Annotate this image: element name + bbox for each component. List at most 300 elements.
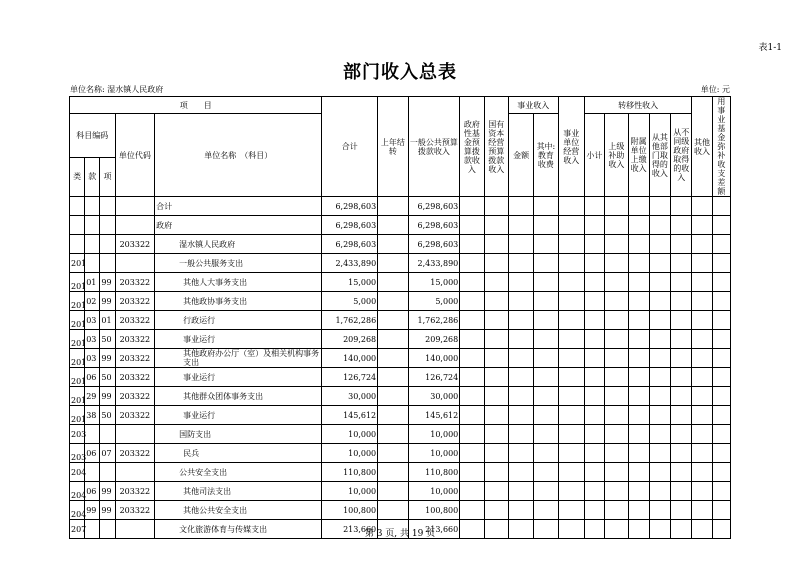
cell-empty xyxy=(628,273,649,292)
cell-empty xyxy=(508,406,533,425)
cell-empty xyxy=(484,292,508,311)
cell-kuan: 06 xyxy=(85,482,100,501)
cell-xiang: 99 xyxy=(100,387,115,406)
cell-general-budget: 10,000 xyxy=(408,425,460,444)
cell-unit-code: 203322 xyxy=(115,387,155,406)
cell-empty xyxy=(508,425,533,444)
cell-empty xyxy=(508,482,533,501)
cell-last-year xyxy=(378,406,408,425)
header-business-unit-op: 事业单位经营收入 xyxy=(558,97,584,197)
header-xiang: 项 xyxy=(100,157,115,196)
table-row xyxy=(70,197,731,216)
cell-empty xyxy=(534,463,558,482)
cell-empty xyxy=(671,406,692,425)
cell-last-year xyxy=(378,349,408,368)
header-total: 合计 xyxy=(322,97,378,197)
cell-empty xyxy=(534,216,558,235)
cell-empty xyxy=(605,273,628,292)
cell-kuan: 06 xyxy=(85,444,100,463)
table-row xyxy=(70,406,731,425)
cell-total: 15,000 xyxy=(322,273,378,292)
cell-empty xyxy=(584,273,604,292)
cell-empty xyxy=(534,406,558,425)
cell-empty xyxy=(534,444,558,463)
cell-empty xyxy=(508,330,533,349)
cell-empty xyxy=(671,330,692,349)
cell-empty xyxy=(460,425,484,444)
cell-empty xyxy=(558,425,584,444)
cell-unit-name: 政府 xyxy=(155,216,322,235)
cell-empty xyxy=(628,463,649,482)
cell-empty xyxy=(460,501,484,520)
cell-empty xyxy=(649,463,670,482)
cell-lei: 204 xyxy=(70,463,85,482)
cell-lei: 203 xyxy=(70,425,85,444)
cell-empty xyxy=(558,368,584,387)
cell-empty xyxy=(692,406,712,425)
cell-empty xyxy=(605,197,628,216)
cell-xiang: 99 xyxy=(100,501,115,520)
cell-empty xyxy=(628,330,649,349)
cell-unit-name: 行政运行 xyxy=(155,311,322,330)
header-transfer-income: 转移性收入 xyxy=(584,97,691,114)
cell-empty xyxy=(584,330,604,349)
cell-lei: 201 xyxy=(70,387,85,406)
cell-last-year xyxy=(378,311,408,330)
cell-empty xyxy=(692,501,712,520)
cell-empty xyxy=(605,501,628,520)
cell-empty xyxy=(671,292,692,311)
cell-empty xyxy=(508,273,533,292)
cell-last-year xyxy=(378,254,408,273)
cell-empty xyxy=(628,197,649,216)
cell-empty xyxy=(460,197,484,216)
cell-empty xyxy=(508,444,533,463)
cell-empty xyxy=(628,501,649,520)
cell-xiang: 50 xyxy=(100,406,115,425)
cell-xiang xyxy=(100,254,115,273)
cell-lei: 204 xyxy=(70,501,85,520)
table-row xyxy=(70,235,731,254)
cell-empty xyxy=(671,425,692,444)
cell-kuan: 02 xyxy=(85,292,100,311)
cell-empty xyxy=(712,482,730,501)
cell-empty xyxy=(460,387,484,406)
cell-lei xyxy=(70,235,85,254)
cell-empty xyxy=(692,311,712,330)
cell-last-year xyxy=(378,368,408,387)
cell-general-budget: 126,724 xyxy=(408,368,460,387)
table-row xyxy=(70,273,731,292)
cell-kuan: 01 xyxy=(85,273,100,292)
cell-empty xyxy=(460,235,484,254)
cell-xiang xyxy=(100,463,115,482)
cell-total: 126,724 xyxy=(322,368,378,387)
cell-empty xyxy=(558,292,584,311)
cell-last-year xyxy=(378,197,408,216)
cell-total: 2,433,890 xyxy=(322,254,378,273)
cell-empty xyxy=(460,368,484,387)
cell-empty xyxy=(534,330,558,349)
cell-empty xyxy=(628,254,649,273)
cell-empty xyxy=(460,444,484,463)
cell-empty xyxy=(712,387,730,406)
cell-unit-code: 203322 xyxy=(115,501,155,520)
cell-empty xyxy=(605,235,628,254)
cell-xiang: 50 xyxy=(100,330,115,349)
cell-empty xyxy=(484,406,508,425)
cell-empty xyxy=(649,368,670,387)
cell-empty xyxy=(484,273,508,292)
cell-empty xyxy=(508,197,533,216)
cell-empty xyxy=(692,273,712,292)
cell-empty xyxy=(558,216,584,235)
cell-empty xyxy=(671,235,692,254)
cell-empty xyxy=(558,501,584,520)
header-upper-subsidy: 上级补助收入 xyxy=(605,114,628,197)
header-amount: 金额 xyxy=(508,114,533,197)
cell-empty xyxy=(649,254,670,273)
cell-empty xyxy=(508,235,533,254)
table-row xyxy=(70,330,731,349)
cell-empty xyxy=(649,444,670,463)
cell-empty xyxy=(671,387,692,406)
cell-xiang xyxy=(100,216,115,235)
cell-lei: 207 xyxy=(70,520,85,539)
cell-empty xyxy=(649,197,670,216)
cell-empty xyxy=(484,444,508,463)
cell-empty xyxy=(584,254,604,273)
cell-general-budget: 10,000 xyxy=(408,444,460,463)
cell-unit-name: 文化旅游体育与传媒支出 xyxy=(155,520,322,539)
cell-empty xyxy=(584,216,604,235)
cell-unit-code: 203322 xyxy=(115,368,155,387)
cell-empty xyxy=(712,216,730,235)
cell-empty xyxy=(584,425,604,444)
cell-kuan: 03 xyxy=(85,349,100,368)
header-row-1 xyxy=(70,97,731,114)
cell-lei: 201 xyxy=(70,349,85,368)
cell-empty xyxy=(628,444,649,463)
header-business-fund: 用事业基金弥补收支差额 xyxy=(712,97,730,197)
cell-empty xyxy=(558,349,584,368)
cell-unit-code: 203322 xyxy=(115,330,155,349)
table-row xyxy=(70,463,731,482)
cell-empty xyxy=(558,463,584,482)
cell-general-budget: 5,000 xyxy=(408,292,460,311)
cell-xiang: 99 xyxy=(100,292,115,311)
cell-empty xyxy=(584,368,604,387)
cell-lei: 201 xyxy=(70,254,85,273)
cell-empty xyxy=(558,444,584,463)
cell-empty xyxy=(712,330,730,349)
cell-empty xyxy=(605,425,628,444)
cell-empty xyxy=(692,216,712,235)
cell-general-budget: 6,298,603 xyxy=(408,216,460,235)
cell-empty xyxy=(534,425,558,444)
cell-empty xyxy=(584,311,604,330)
cell-last-year xyxy=(378,292,408,311)
page-title: 部门收入总表 xyxy=(343,62,457,83)
cell-empty xyxy=(649,387,670,406)
cell-xiang: 99 xyxy=(100,349,115,368)
cell-general-budget: 213,660 xyxy=(408,520,460,539)
cell-total: 6,298,603 xyxy=(322,197,378,216)
cell-empty xyxy=(649,216,670,235)
cell-empty xyxy=(671,311,692,330)
cell-empty xyxy=(712,425,730,444)
cell-empty xyxy=(628,311,649,330)
cell-xiang: 99 xyxy=(100,482,115,501)
table-row xyxy=(70,349,731,368)
cell-kuan xyxy=(85,254,100,273)
cell-kuan: 38 xyxy=(85,406,100,425)
table-row xyxy=(70,387,731,406)
cell-empty xyxy=(558,406,584,425)
cell-kuan xyxy=(85,235,100,254)
cell-empty xyxy=(692,368,712,387)
cell-empty xyxy=(605,368,628,387)
cell-unit-code xyxy=(115,197,155,216)
cell-empty xyxy=(628,406,649,425)
cell-empty xyxy=(628,482,649,501)
cell-empty xyxy=(692,482,712,501)
cell-empty xyxy=(534,254,558,273)
header-gov-fund: 政府性基金预算拨款收入 xyxy=(460,97,484,197)
cell-empty xyxy=(649,349,670,368)
cell-general-budget: 6,298,603 xyxy=(408,197,460,216)
table-row xyxy=(70,368,731,387)
cell-empty xyxy=(534,273,558,292)
cell-total: 6,298,603 xyxy=(322,235,378,254)
cell-last-year xyxy=(378,482,408,501)
cell-lei: 203 xyxy=(70,444,85,463)
cell-general-budget: 209,268 xyxy=(408,330,460,349)
cell-xiang: 07 xyxy=(100,444,115,463)
cell-total: 1,762,286 xyxy=(322,311,378,330)
cell-xiang: 01 xyxy=(100,311,115,330)
cell-last-year xyxy=(378,501,408,520)
cell-empty xyxy=(712,501,730,520)
cell-unit-code: 203322 xyxy=(115,406,155,425)
cell-empty xyxy=(605,216,628,235)
cell-empty xyxy=(460,349,484,368)
cell-empty xyxy=(628,368,649,387)
cell-empty xyxy=(605,406,628,425)
cell-unit-code: 203322 xyxy=(115,444,155,463)
cell-empty xyxy=(484,330,508,349)
cell-unit-name: 其他公共安全支出 xyxy=(155,501,322,520)
cell-empty xyxy=(628,425,649,444)
cell-lei: 201 xyxy=(70,292,85,311)
cell-empty xyxy=(649,482,670,501)
cell-unit-name: 其他人大事务支出 xyxy=(155,273,322,292)
cell-lei: 201 xyxy=(70,273,85,292)
cell-general-budget: 2,433,890 xyxy=(408,254,460,273)
cell-empty xyxy=(484,482,508,501)
cell-kuan xyxy=(85,425,100,444)
cell-last-year xyxy=(378,463,408,482)
cell-empty xyxy=(558,387,584,406)
cell-empty xyxy=(649,292,670,311)
cell-empty xyxy=(628,216,649,235)
cell-total: 10,000 xyxy=(322,482,378,501)
cell-empty xyxy=(649,406,670,425)
table-number: 表1-1 xyxy=(758,43,782,53)
cell-empty xyxy=(692,197,712,216)
cell-empty xyxy=(508,292,533,311)
cell-general-budget: 140,000 xyxy=(408,349,460,368)
cell-empty xyxy=(460,330,484,349)
cell-empty xyxy=(534,501,558,520)
cell-empty xyxy=(558,197,584,216)
cell-unit-code: 203322 xyxy=(115,292,155,311)
cell-last-year xyxy=(378,444,408,463)
cell-empty xyxy=(484,235,508,254)
cell-empty xyxy=(712,368,730,387)
header-state-capital: 国有资本经营预算拨款收入 xyxy=(484,97,508,197)
cell-empty xyxy=(484,425,508,444)
cell-empty xyxy=(584,444,604,463)
cell-kuan: 99 xyxy=(85,501,100,520)
cell-total: 6,298,603 xyxy=(322,216,378,235)
table-row xyxy=(70,292,731,311)
cell-last-year xyxy=(378,216,408,235)
cell-unit-code: 203322 xyxy=(115,235,155,254)
cell-empty xyxy=(484,311,508,330)
cell-empty xyxy=(628,387,649,406)
cell-unit-name: 其他群众团体事务支出 xyxy=(155,387,322,406)
cell-total: 145,612 xyxy=(322,406,378,425)
cell-general-budget: 6,298,603 xyxy=(408,235,460,254)
cell-lei: 201 xyxy=(70,368,85,387)
cell-empty xyxy=(484,197,508,216)
cell-empty xyxy=(628,235,649,254)
cell-empty xyxy=(558,482,584,501)
cell-empty xyxy=(712,273,730,292)
cell-empty xyxy=(584,501,604,520)
cell-general-budget: 15,000 xyxy=(408,273,460,292)
cell-total: 10,000 xyxy=(322,444,378,463)
cell-general-budget: 10,000 xyxy=(408,482,460,501)
cell-empty xyxy=(584,406,604,425)
cell-empty xyxy=(605,311,628,330)
cell-empty xyxy=(605,387,628,406)
cell-kuan xyxy=(85,463,100,482)
cell-unit-code: 203322 xyxy=(115,311,155,330)
header-last-year: 上年结转 xyxy=(378,97,408,197)
cell-empty xyxy=(584,463,604,482)
cell-unit-code: 203322 xyxy=(115,273,155,292)
cell-unit-name: 合计 xyxy=(155,197,322,216)
cell-empty xyxy=(508,387,533,406)
cell-last-year xyxy=(378,235,408,254)
cell-empty xyxy=(534,311,558,330)
cell-empty xyxy=(692,330,712,349)
cell-total: 209,268 xyxy=(322,330,378,349)
cell-lei xyxy=(70,216,85,235)
cell-empty xyxy=(484,387,508,406)
cell-xiang: 99 xyxy=(100,273,115,292)
cell-lei: 201 xyxy=(70,311,85,330)
header-general-budget: 一般公共预算拨款收入 xyxy=(408,97,460,197)
header-other-income: 其他收入 xyxy=(692,97,712,197)
cell-general-budget: 100,800 xyxy=(408,501,460,520)
table-row xyxy=(70,482,731,501)
header-edu-fee: 其中:教育收费 xyxy=(534,114,558,197)
cell-empty xyxy=(712,197,730,216)
cell-empty xyxy=(534,482,558,501)
cell-empty xyxy=(508,463,533,482)
header-from-diff-gov: 从不同级政府取得的收入 xyxy=(671,114,692,197)
cell-unit-code xyxy=(115,425,155,444)
cell-empty xyxy=(671,197,692,216)
cell-empty xyxy=(508,501,533,520)
cell-total: 5,000 xyxy=(322,292,378,311)
cell-last-year xyxy=(378,273,408,292)
cell-empty xyxy=(584,197,604,216)
header-from-other-depts: 从其他部门取得的收入 xyxy=(649,114,670,197)
cell-empty xyxy=(460,406,484,425)
cell-empty xyxy=(671,349,692,368)
cell-empty xyxy=(484,368,508,387)
cell-empty xyxy=(558,311,584,330)
cell-unit-code: 203322 xyxy=(115,482,155,501)
cell-empty xyxy=(692,349,712,368)
cell-empty xyxy=(460,273,484,292)
cell-total: 100,800 xyxy=(322,501,378,520)
cell-empty xyxy=(534,349,558,368)
cell-unit-code xyxy=(115,463,155,482)
cell-empty xyxy=(534,197,558,216)
cell-general-budget: 145,612 xyxy=(408,406,460,425)
cell-empty xyxy=(460,311,484,330)
cell-empty xyxy=(649,273,670,292)
cell-unit-code xyxy=(115,254,155,273)
cell-empty xyxy=(712,254,730,273)
cell-empty xyxy=(671,463,692,482)
income-summary-table xyxy=(69,96,731,539)
cell-empty xyxy=(671,482,692,501)
cell-lei xyxy=(70,197,85,216)
cell-empty xyxy=(534,292,558,311)
unit-name-label: 单位名称: 湿水镇人民政府 xyxy=(70,85,164,94)
cell-empty xyxy=(484,463,508,482)
cell-unit-code xyxy=(115,216,155,235)
cell-empty xyxy=(460,463,484,482)
cell-empty xyxy=(508,254,533,273)
cell-empty xyxy=(649,311,670,330)
cell-empty xyxy=(671,273,692,292)
cell-general-budget: 110,800 xyxy=(408,463,460,482)
cell-empty xyxy=(712,463,730,482)
cell-kuan xyxy=(85,216,100,235)
cell-empty xyxy=(712,311,730,330)
cell-empty xyxy=(692,425,712,444)
cell-xiang: 50 xyxy=(100,368,115,387)
table-row xyxy=(70,425,731,444)
cell-empty xyxy=(692,292,712,311)
header-unit-code: 单位代码 xyxy=(115,114,155,197)
cell-empty xyxy=(508,311,533,330)
cell-empty xyxy=(712,349,730,368)
header-affiliated-upper: 附属单位上缴收入 xyxy=(628,114,649,197)
cell-empty xyxy=(649,235,670,254)
cell-empty xyxy=(484,216,508,235)
cell-empty xyxy=(671,254,692,273)
page-footer: 第 3 页, 共 19 页 xyxy=(364,529,436,539)
cell-xiang xyxy=(100,197,115,216)
